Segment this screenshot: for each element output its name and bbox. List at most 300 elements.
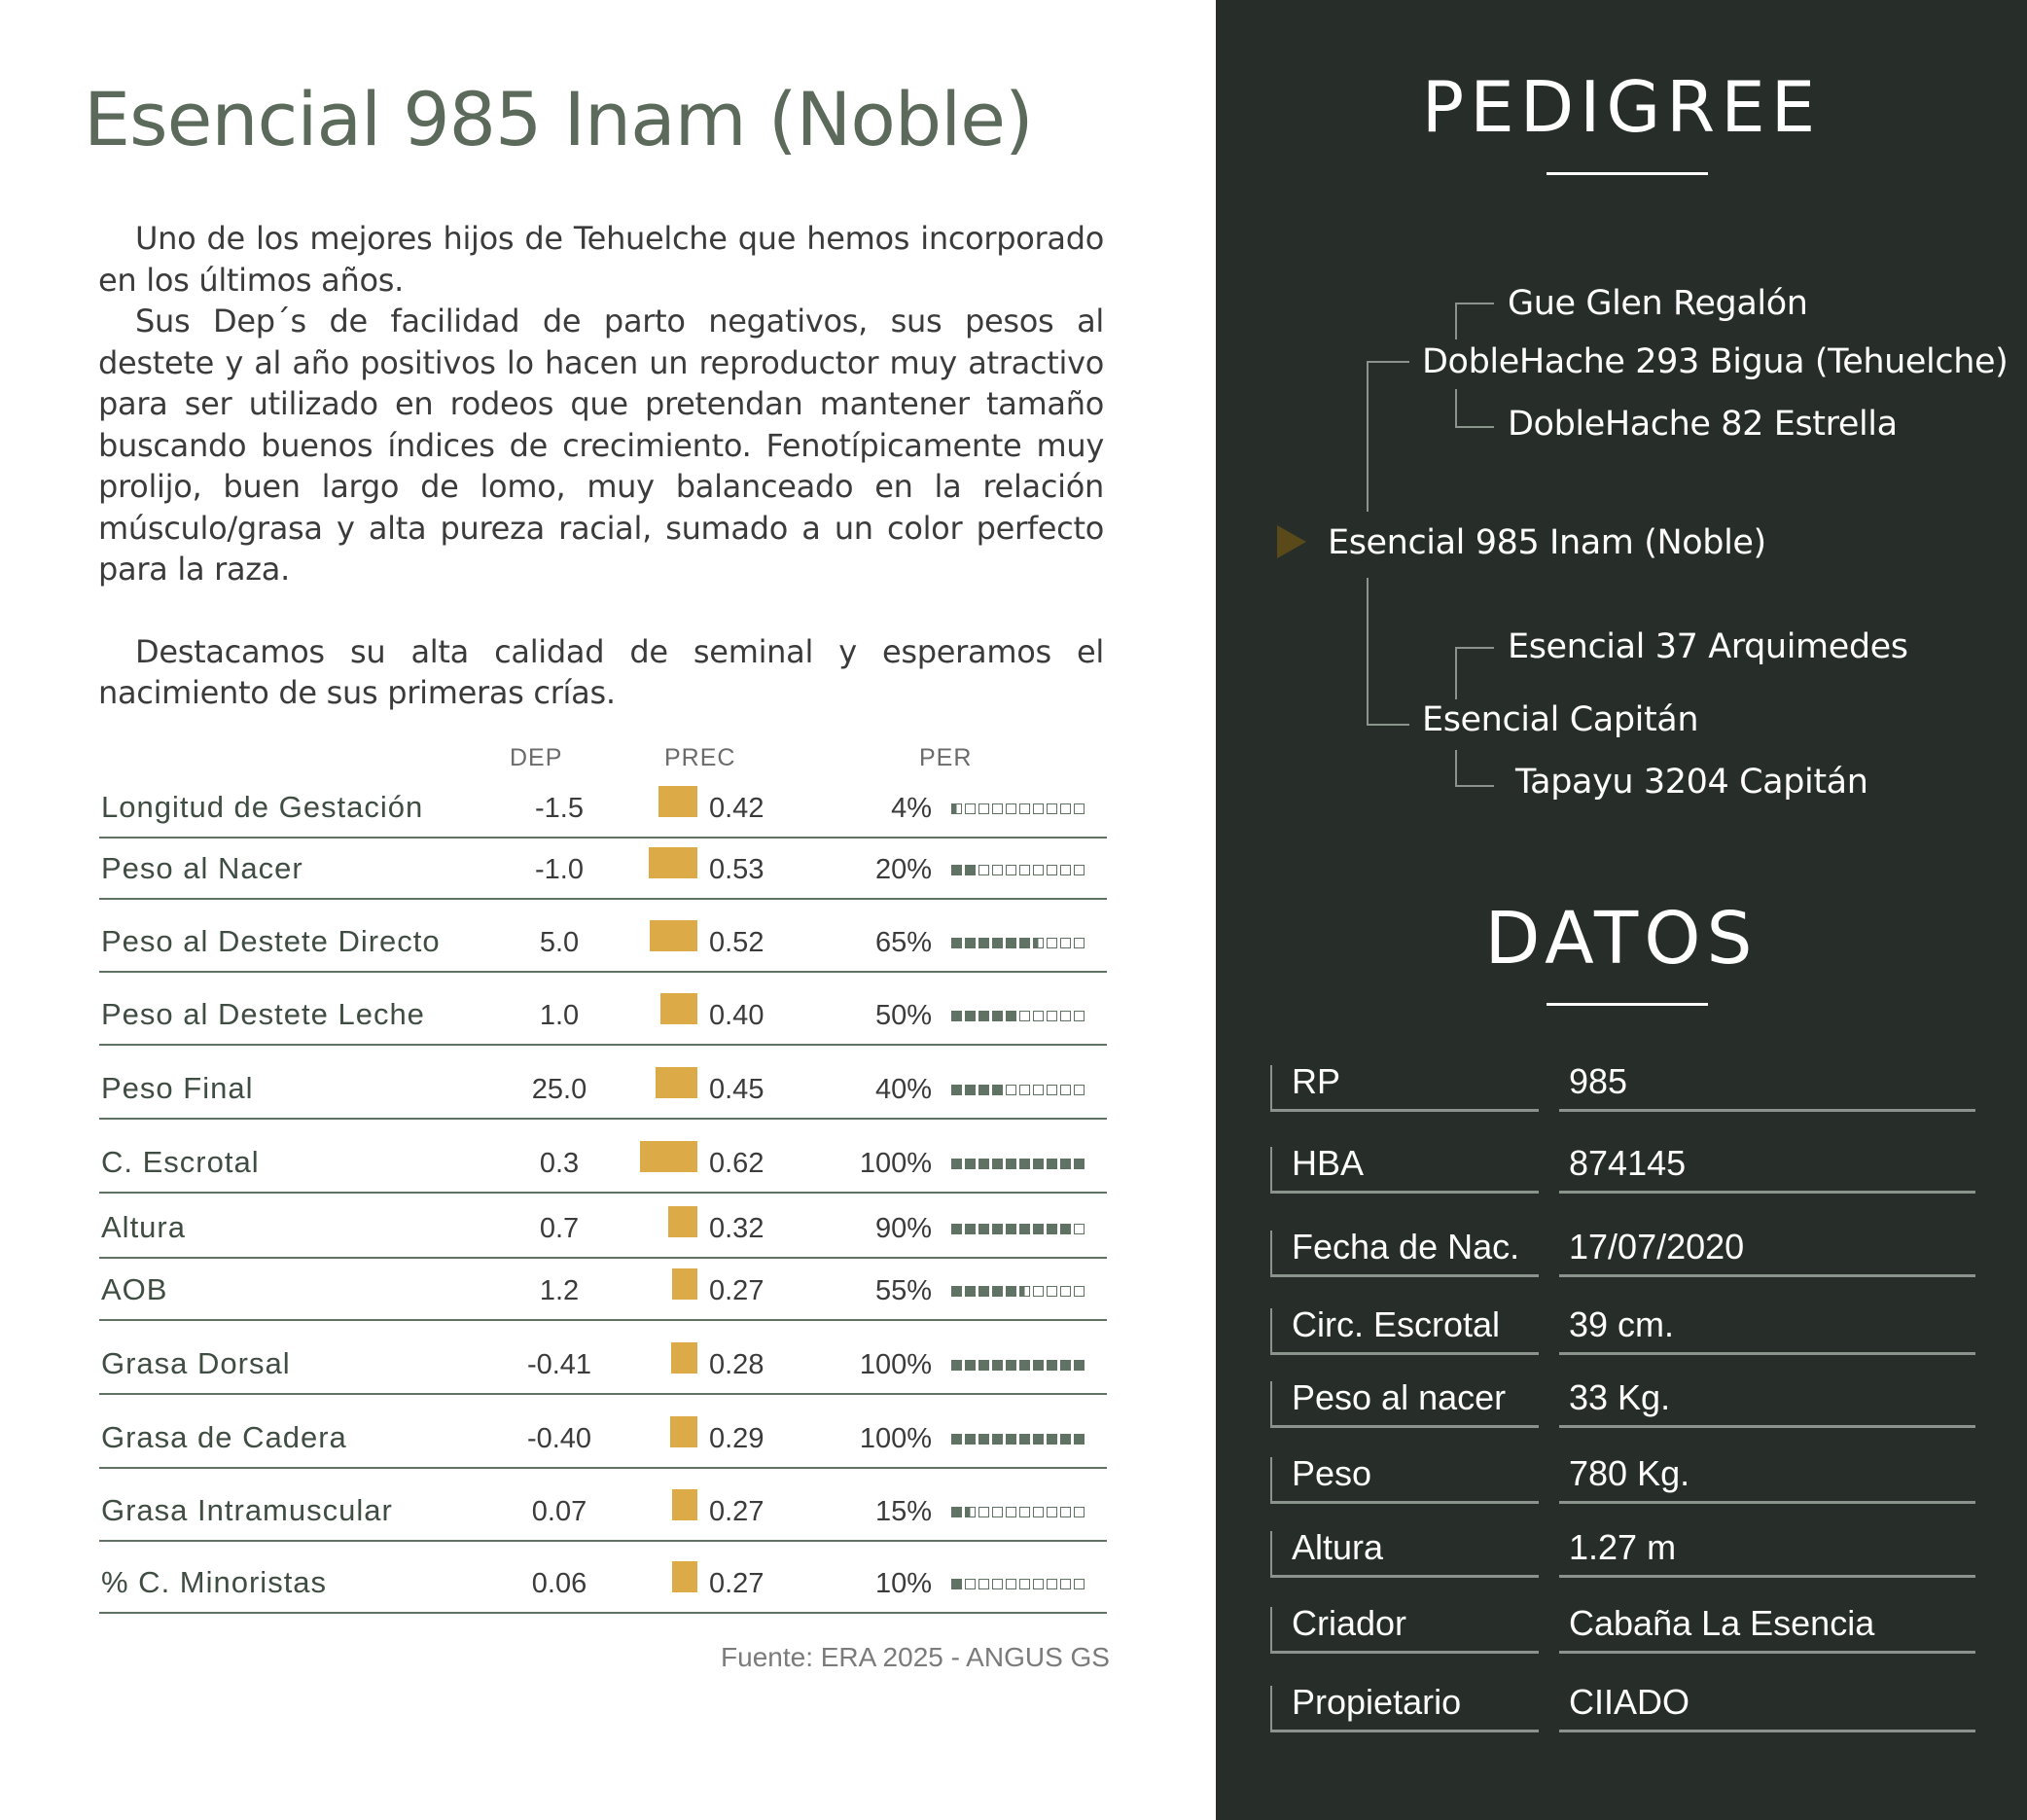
row-per: 100%: [859, 1148, 932, 1179]
datos-row: [1270, 1519, 1980, 1578]
percentile-box: [978, 1286, 989, 1297]
row-divider: [99, 1192, 1107, 1194]
percentile-box: [1006, 865, 1016, 875]
row-prec: 0.27: [709, 1568, 765, 1599]
percentile-box: [965, 803, 976, 814]
percentile-box: [965, 1286, 976, 1297]
percentile-box: [1006, 1159, 1016, 1169]
datos-value: 874145: [1569, 1143, 1687, 1183]
subject-arrow-icon: [1277, 525, 1306, 558]
percentile-box: [978, 803, 989, 814]
percentile-box: [1033, 1224, 1044, 1234]
row-dep: 0.3: [539, 1148, 580, 1179]
datos-row-marker: [1270, 1381, 1272, 1428]
row-label: % C. Minoristas: [101, 1565, 328, 1599]
percentile-box: [1060, 1579, 1071, 1589]
table-row: [99, 1127, 1107, 1194]
percentile-box: [951, 1507, 962, 1517]
percentile-box: [1060, 1507, 1071, 1517]
percentile-box: [1006, 1360, 1016, 1371]
row-label: Longitud de Gestación: [101, 790, 424, 824]
percentile-box: [965, 1224, 976, 1234]
datos-row-marker: [1270, 1147, 1272, 1194]
row-per: 65%: [874, 927, 932, 958]
datos-key: Circ. Escrotal: [1292, 1304, 1501, 1344]
percentile-box: [965, 1579, 976, 1589]
percentile-box: [1047, 1434, 1057, 1445]
tree-line: [1455, 389, 1457, 426]
row-divider: [99, 837, 1107, 839]
row-prec: 0.27: [709, 1275, 765, 1306]
pedigree-dam-sire: Esencial 37 Arquimedes: [1508, 627, 1908, 666]
row-dep: -0.41: [526, 1349, 592, 1380]
tree-line: [1455, 303, 1457, 339]
row-label: Peso al Destete Directo: [101, 924, 441, 958]
row-per: 100%: [859, 1349, 932, 1380]
percentile-boxes: [951, 938, 1107, 949]
datos-key-underline: [1270, 1651, 1539, 1654]
tree-line: [1367, 724, 1409, 726]
datos-value: 780 Kg.: [1569, 1453, 1690, 1493]
row-dep: 0.06: [531, 1568, 587, 1599]
row-per: 100%: [859, 1423, 932, 1454]
percentile-boxes: [951, 803, 1107, 815]
datos-key: Criador: [1292, 1603, 1407, 1643]
row-prec: 0.32: [709, 1213, 765, 1244]
percentile-box: [992, 1085, 1003, 1095]
percentile-box: [1033, 1360, 1044, 1371]
row-label: Peso al Nacer: [101, 851, 303, 885]
row-dep: 1.2: [539, 1275, 580, 1306]
table-row: [99, 980, 1107, 1046]
percentile-box: [965, 865, 976, 875]
datos-row-marker: [1270, 1607, 1272, 1654]
percentile-box: [978, 865, 989, 875]
datos-row-marker: [1270, 1231, 1272, 1277]
row-per: 15%: [874, 1496, 932, 1527]
percentile-box: [1019, 1360, 1030, 1371]
tree-line: [1367, 578, 1369, 724]
row-divider: [99, 1612, 1107, 1614]
header-dep: DEP: [510, 744, 563, 771]
percentile-box: [1060, 1011, 1071, 1021]
datos-key-underline: [1270, 1575, 1539, 1578]
datos-key-underline: [1270, 1730, 1539, 1732]
right-panel: [1216, 0, 2027, 1820]
table-row: [99, 776, 1107, 839]
row-prec: 0.27: [709, 1496, 765, 1527]
tree-line: [1455, 647, 1494, 649]
percentile-box: [1074, 1224, 1085, 1234]
row-divider: [99, 1257, 1107, 1259]
row-divider: [99, 1540, 1107, 1542]
percentile-box: [951, 1085, 962, 1095]
percentile-box: [1033, 1579, 1044, 1589]
percentile-box: [951, 1011, 962, 1021]
percentile-box: [1060, 865, 1071, 875]
pedigree-title-rule: [1547, 172, 1708, 175]
percentile-box: [951, 1159, 962, 1169]
percentile-box: [978, 1011, 989, 1021]
tree-line: [1455, 785, 1494, 787]
percentile-box: [951, 1286, 962, 1297]
row-prec: 0.53: [709, 854, 765, 885]
percentile-box: [978, 1360, 989, 1371]
datos-title-rule: [1547, 1003, 1708, 1006]
description: [98, 218, 1104, 714]
datos-row-marker: [1270, 1308, 1272, 1355]
percentile-box: [951, 1224, 962, 1234]
pedigree-sire: DobleHache 293 Bigua (Tehuelche): [1422, 342, 2009, 381]
percentile-box: [1074, 1286, 1085, 1297]
percentile-box: [1006, 1286, 1016, 1297]
percentile-box: [1074, 865, 1085, 875]
row-per: 40%: [874, 1074, 932, 1105]
row-dep: -1.5: [535, 793, 584, 824]
datos-row: [1270, 1370, 1980, 1428]
percentile-box: [1047, 1224, 1057, 1234]
percentile-box: [978, 1579, 989, 1589]
percentile-box: [1033, 1434, 1044, 1445]
percentile-box: [1047, 1286, 1057, 1297]
row-label: Peso al Destete Leche: [101, 997, 425, 1031]
table-row: [99, 1053, 1107, 1120]
datos-key: Fecha de Nac.: [1292, 1227, 1520, 1267]
percentile-box: [1006, 1434, 1016, 1445]
percentile-box: [992, 1360, 1003, 1371]
row-prec: 0.29: [709, 1423, 765, 1454]
row-label: Grasa Intramuscular: [101, 1493, 393, 1527]
percentile-box: [1006, 803, 1016, 814]
percentile-boxes: [951, 1434, 1107, 1445]
row-divider: [99, 971, 1107, 973]
tree-line: [1367, 361, 1409, 363]
pedigree-dam-dam: Tapayu 3204 Capitán: [1515, 763, 1868, 802]
percentile-box: [1047, 1085, 1057, 1095]
percentile-boxes: [951, 1085, 1107, 1096]
percentile-box: [1047, 1159, 1057, 1169]
percentile-box: [1033, 865, 1044, 875]
percentile-box: [965, 1159, 976, 1169]
percentile-box: [1074, 1434, 1085, 1445]
datos-row-marker: [1270, 1457, 1272, 1504]
datos-value-underline: [1559, 1575, 1975, 1578]
row-divider: [99, 1044, 1107, 1046]
datos-key: RP: [1292, 1061, 1341, 1101]
percentile-box: [1074, 1011, 1085, 1021]
percentile-box: [1019, 1507, 1030, 1517]
datos-key-underline: [1270, 1274, 1539, 1277]
percentile-box: [1074, 1579, 1085, 1589]
prec-bar: [649, 847, 697, 878]
percentile-box: [978, 1159, 989, 1169]
datos-row-marker: [1270, 1531, 1272, 1578]
datos-value-underline: [1559, 1501, 1975, 1504]
datos-value: 33 Kg.: [1569, 1377, 1671, 1417]
percentile-boxes: [951, 865, 1107, 876]
datos-row: [1270, 1053, 1980, 1112]
pedigree-dam: Esencial Capitán: [1422, 700, 1699, 739]
percentile-box: [1074, 1360, 1085, 1371]
prec-bar: [658, 786, 697, 817]
table-row: [99, 1476, 1107, 1542]
percentile-box: [1019, 865, 1030, 875]
percentile-box: [992, 865, 1003, 875]
datos-row: [1270, 1445, 1980, 1504]
percentile-boxes: [951, 1507, 1107, 1518]
percentile-box: [1060, 1286, 1071, 1297]
percentile-box: [978, 1434, 989, 1445]
percentile-box: [1060, 938, 1071, 948]
percentile-box: [965, 1011, 976, 1021]
prec-bar: [660, 993, 697, 1024]
prec-bar: [650, 920, 697, 951]
percentile-box: [1074, 1507, 1085, 1517]
source-note: Fuente: ERA 2025 - ANGUS GS: [721, 1642, 1110, 1672]
row-dep: 25.0: [531, 1074, 587, 1105]
percentile-box: [1006, 1224, 1016, 1234]
page-title: Esencial 985 Inam (Noble): [84, 76, 1033, 162]
row-divider: [99, 1393, 1107, 1395]
percentile-box: [1019, 1434, 1030, 1445]
percentile-boxes: [951, 1360, 1107, 1372]
percentile-boxes: [951, 1159, 1107, 1170]
row-divider: [99, 898, 1107, 900]
prec-bar: [656, 1067, 697, 1098]
row-prec: 0.40: [709, 1000, 765, 1031]
datos-key: HBA: [1292, 1143, 1365, 1183]
row-prec: 0.52: [709, 927, 765, 958]
percentile-box: [992, 938, 1003, 948]
datos-key: Peso al nacer: [1292, 1377, 1507, 1417]
tree-line: [1455, 750, 1457, 785]
percentile-box: [1006, 1011, 1016, 1021]
percentile-box: [1019, 1085, 1030, 1095]
percentile-box: [951, 938, 962, 948]
prec-bar: [670, 1416, 697, 1447]
description-paragraph: Uno de los mejores hijos de Tehuelche que hemos incorporado en los últimos años.: [98, 220, 1104, 299]
percentile-boxes: [951, 1286, 1107, 1298]
description-paragraph: Destacamos su alta calidad de seminal y esperamos el nacimiento de sus primeras crías.: [98, 632, 1104, 711]
datos-key-underline: [1270, 1191, 1539, 1194]
datos-key-underline: [1270, 1109, 1539, 1112]
percentile-box: [1074, 1159, 1085, 1169]
percentile-box: [978, 1224, 989, 1234]
tree-line: [1455, 303, 1494, 304]
datos-key-underline: [1270, 1425, 1539, 1428]
datos-row: [1270, 1135, 1980, 1194]
table-row: [99, 1403, 1107, 1469]
datos-key: Propietario: [1292, 1682, 1462, 1722]
percentile-box: [1019, 1159, 1030, 1169]
percentile-box: [1033, 1507, 1044, 1517]
percentile-box: [1074, 1085, 1085, 1095]
percentile-box: [1047, 865, 1057, 875]
datos-value: 17/07/2020: [1569, 1227, 1745, 1267]
percentile-box: [1006, 938, 1016, 948]
percentile-boxes: [951, 1579, 1107, 1590]
percentile-box: [1060, 1360, 1071, 1371]
tree-line: [1455, 426, 1494, 428]
percentile-box: [965, 1507, 976, 1517]
datos-title: DATOS: [1484, 897, 1759, 981]
table-row: [99, 1263, 1107, 1321]
percentile-box: [1019, 1011, 1030, 1021]
row-label: Peso Final: [101, 1071, 254, 1105]
datos-value-underline: [1559, 1274, 1975, 1277]
row-divider: [99, 1118, 1107, 1120]
percentile-box: [1033, 938, 1044, 948]
percentile-box: [992, 1224, 1003, 1234]
percentile-box: [1060, 1224, 1071, 1234]
row-per: 20%: [874, 854, 932, 885]
percentile-box: [1074, 938, 1085, 948]
datos-value: 985: [1569, 1061, 1628, 1101]
row-prec: 0.42: [709, 793, 765, 824]
prec-bar: [672, 1268, 697, 1300]
row-label: Altura: [101, 1210, 186, 1244]
percentile-box: [951, 1434, 962, 1445]
row-label: Grasa Dorsal: [101, 1346, 291, 1380]
datos-row: [1270, 1219, 1980, 1277]
row-per: 90%: [874, 1213, 932, 1244]
percentile-box: [1006, 1507, 1016, 1517]
percentile-box: [1060, 1159, 1071, 1169]
datos-row-marker: [1270, 1065, 1272, 1112]
datos-key: Altura: [1292, 1527, 1384, 1567]
percentile-box: [992, 1579, 1003, 1589]
row-prec: 0.62: [709, 1148, 765, 1179]
datos-row: [1270, 1674, 1980, 1732]
percentile-box: [1019, 1579, 1030, 1589]
percentile-box: [1060, 1434, 1071, 1445]
datos-row: [1270, 1297, 1980, 1355]
row-label: C. Escrotal: [101, 1145, 260, 1179]
percentile-box: [1033, 803, 1044, 814]
datos-value: Cabaña La Esencia: [1569, 1603, 1875, 1643]
percentile-box: [992, 1507, 1003, 1517]
percentile-box: [1060, 1085, 1071, 1095]
row-dep: 1.0: [539, 1000, 580, 1031]
prec-bar: [640, 1141, 697, 1172]
datos-value-underline: [1559, 1425, 1975, 1428]
percentile-box: [1033, 1159, 1044, 1169]
datos-row: [1270, 1595, 1980, 1654]
percentile-box: [1047, 938, 1057, 948]
percentile-box: [978, 1507, 989, 1517]
percentile-box: [1033, 1286, 1044, 1297]
percentile-box: [978, 938, 989, 948]
percentile-box: [1019, 1286, 1030, 1297]
row-per: 50%: [874, 1000, 932, 1031]
row-label: AOB: [101, 1272, 168, 1306]
table-row: [99, 907, 1107, 973]
datos-value-underline: [1559, 1191, 1975, 1194]
percentile-box: [965, 938, 976, 948]
percentile-box: [1047, 1011, 1057, 1021]
percentile-box: [1047, 1507, 1057, 1517]
percentile-box: [992, 1159, 1003, 1169]
percentile-box: [978, 1085, 989, 1095]
percentile-boxes: [951, 1224, 1107, 1235]
description-paragraph: Sus Dep´s de facilidad de parto negativos, sus pesos al destete y al año positivos lo hacen un reproductor muy atractivo para ser utilizado en rodeos que pretendan mantener tamaño buscando buenos índices de crecimiento. Fenotípicamente muy prolijo, buen largo de lomo, muy balanceado en la relación músculo/grasa y alta pureza racial, sumado a un color perfecto para la raza.: [98, 303, 1104, 588]
header-prec: PREC: [664, 744, 736, 771]
percentile-box: [965, 1434, 976, 1445]
row-dep: 0.7: [539, 1213, 580, 1244]
prec-bar: [672, 1561, 697, 1592]
prec-bar: [672, 1489, 697, 1520]
datos-row-marker: [1270, 1686, 1272, 1732]
percentile-box: [992, 803, 1003, 814]
datos-value-underline: [1559, 1651, 1975, 1654]
percentile-box: [965, 1085, 976, 1095]
percentile-box: [951, 865, 962, 875]
table-row: [99, 843, 1107, 900]
row-divider: [99, 1467, 1107, 1469]
table-row: [99, 1329, 1107, 1395]
prec-bar: [668, 1206, 697, 1237]
percentile-box: [1047, 803, 1057, 814]
percentile-box: [951, 803, 962, 814]
pedigree-title: PEDIGREE: [1421, 66, 1822, 148]
percentile-box: [1060, 803, 1071, 814]
tree-line: [1367, 361, 1369, 512]
percentile-box: [992, 1434, 1003, 1445]
percentile-box: [1033, 1085, 1044, 1095]
datos-value: CIIADO: [1569, 1682, 1690, 1722]
percentile-box: [1006, 1085, 1016, 1095]
row-per: 4%: [891, 793, 932, 824]
pedigree-sire-sire: Gue Glen Regalón: [1508, 284, 1808, 323]
percentile-box: [1074, 803, 1085, 814]
datos-key: Peso: [1292, 1453, 1372, 1493]
percentile-box: [951, 1579, 962, 1589]
percentile-box: [965, 1360, 976, 1371]
table-row: [99, 1548, 1107, 1614]
datos-key-underline: [1270, 1501, 1539, 1504]
percentile-box: [1019, 1224, 1030, 1234]
datos-value: 1.27 m: [1569, 1527, 1677, 1567]
datos-value-underline: [1559, 1109, 1975, 1112]
row-divider: [99, 1319, 1107, 1321]
header-per: PER: [919, 744, 973, 771]
percentile-box: [1006, 1579, 1016, 1589]
row-per: 10%: [874, 1568, 932, 1599]
percentile-boxes: [951, 1011, 1107, 1022]
tree-line: [1455, 647, 1457, 699]
percentile-box: [1033, 1011, 1044, 1021]
datos-value-underline: [1559, 1352, 1975, 1355]
datos-value: 39 cm.: [1569, 1304, 1675, 1344]
percentile-box: [1019, 803, 1030, 814]
row-dep: 0.07: [531, 1496, 587, 1527]
datos-key-underline: [1270, 1352, 1539, 1355]
row-label: Grasa de Cadera: [101, 1420, 347, 1454]
percentile-box: [1019, 938, 1030, 948]
percentile-box: [951, 1360, 962, 1371]
percentile-box: [1047, 1579, 1057, 1589]
pedigree-sire-dam: DobleHache 82 Estrella: [1508, 405, 1898, 444]
percentile-box: [992, 1011, 1003, 1021]
pedigree-subject: Esencial 985 Inam (Noble): [1328, 523, 1766, 562]
row-dep: -0.40: [526, 1423, 592, 1454]
prec-bar: [671, 1342, 697, 1374]
datos-value-underline: [1559, 1730, 1975, 1732]
table-row: [99, 1200, 1107, 1259]
row-per: 55%: [874, 1275, 932, 1306]
percentile-box: [1047, 1360, 1057, 1371]
row-dep: 5.0: [539, 927, 580, 958]
